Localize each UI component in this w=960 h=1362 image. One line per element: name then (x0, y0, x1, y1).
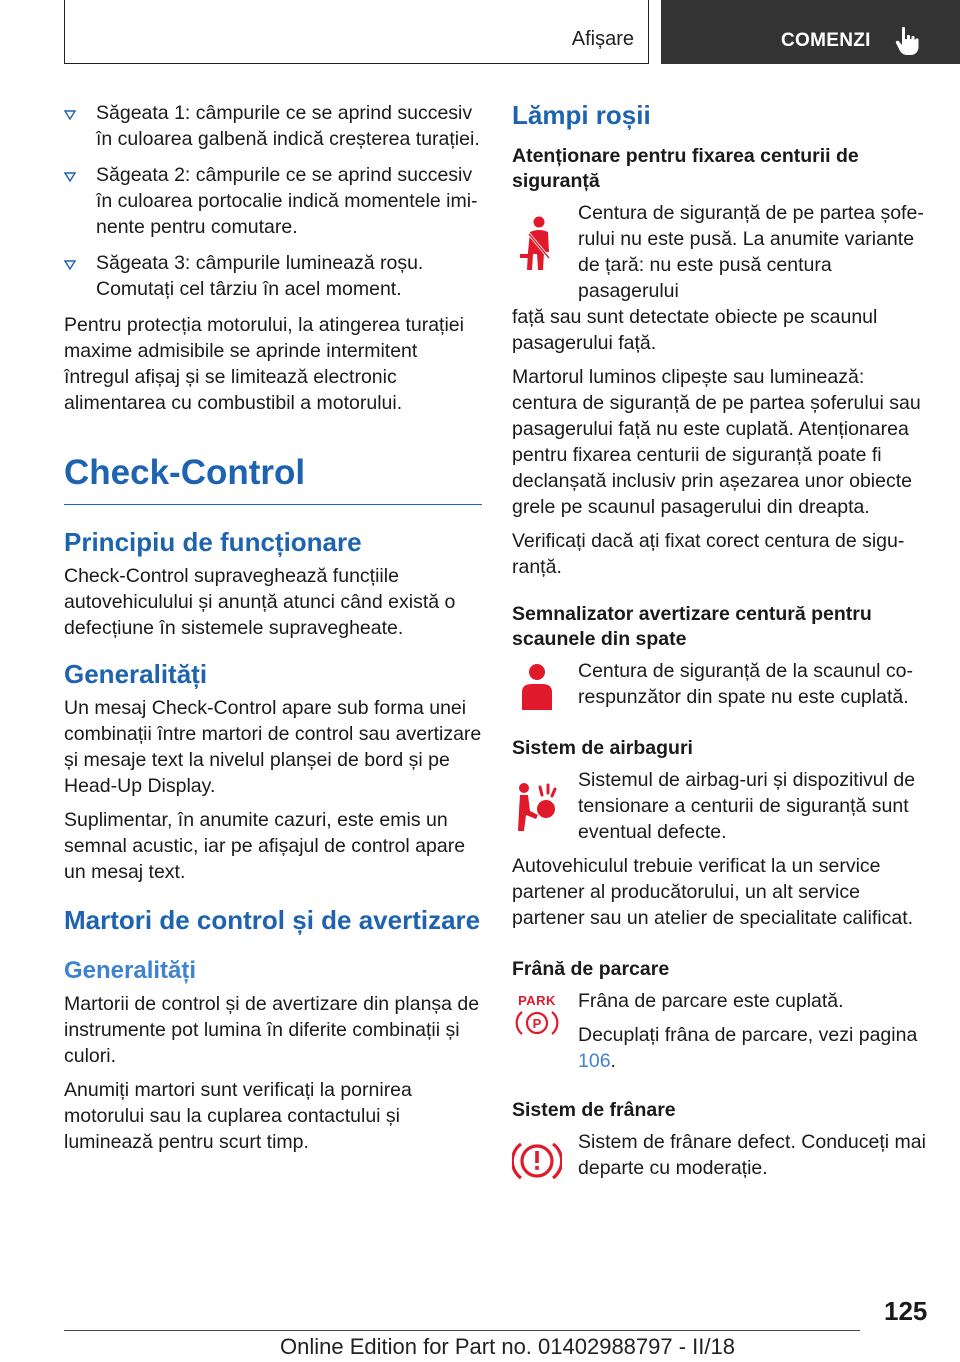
bullet-text: Săgeata 1: câmpurile ce se aprind succesiv în culoarea galbenă indică creșterea turației. (96, 102, 480, 150)
paragraph: Frâna de parcare este cuplată. (578, 990, 844, 1012)
list-item (64, 250, 482, 302)
paragraph: Verificați dacă ați fixat corect centura de siguranță. (512, 530, 905, 578)
chapter-tab (661, 0, 960, 64)
paragraph: Un mesaj Check-Control apare sub forma unei combinații între martori de control sau avertizare și mesaje text la nivelul planșei de bord și pe Head-Up Display. (64, 697, 482, 797)
section-heading: Principiu de funcționare (64, 527, 362, 557)
subsection-heading: Generalități (64, 957, 197, 984)
text-span: . (610, 1050, 616, 1072)
paragraph: Check-Control supraveghează funcțiile autovehiculului și anunță atunci când există o defecțiune în sistemele supravegheate. (64, 565, 456, 639)
airbag-warning-icon (512, 781, 562, 835)
brake-warning-icon (512, 1139, 562, 1183)
parking-p-icon (512, 1008, 562, 1038)
section-heading: Generalități (64, 659, 208, 689)
warning-item-parking-brake (512, 988, 928, 1074)
triangle-bullet-icon (64, 110, 76, 120)
parking-brake-icon (512, 994, 562, 1045)
triangle-bullet-icon (64, 172, 76, 182)
paragraph: Suplimentar, în anumite cazuri, este emis un semnal acustic, iar pe afișajul de control apare un mesaj text. (64, 809, 466, 883)
chapter-heading-block (64, 452, 482, 505)
text-span: Decuplați frâna de parcare, vezi pagina (578, 1024, 918, 1046)
svg-text:P: P (532, 1016, 542, 1031)
paragraph: Centura de siguranță de la scaunul corespunzător din spate nu este cuplată. (578, 660, 913, 708)
paragraph: Martorii de control și de avertizare din planșa de instrumente pot lumina în diferite combinații și culori. (64, 993, 480, 1067)
page-link[interactable]: 106 (578, 1050, 611, 1072)
bullet-text: Săgeata 2: câmpurile ce se aprind succesiv în culoarea portocalie indică momentele iminente pentru comutare. (96, 164, 478, 238)
triangle-bullet-icon (64, 260, 76, 270)
paragraph: față sau sunt detectate obiecte pe scaunul pasagerului față. (512, 306, 878, 354)
park-label: PARK (518, 993, 556, 1008)
bullet-text: Săgeata 3: câmpurile luminează roșu. Comutați cel târziu în acel moment. (96, 252, 424, 300)
item-heading: Sistem de airbaguri (512, 737, 693, 759)
item-heading: Frână de parcare (512, 958, 670, 980)
warning-item-brake (512, 1129, 928, 1181)
section-tab-label: Afișare (571, 28, 634, 50)
section-heading: Martori de control și de avertizare (64, 905, 481, 935)
rear-seatbelt-icon (512, 662, 562, 716)
paragraph: Autovehiculul trebuie verificat la un service partener al producătorului, un alt service partener sau un atelier de specialitate calificat. (512, 855, 914, 929)
right-column (512, 100, 928, 1189)
left-column (64, 100, 482, 1163)
edition-note: Online Edition for Part no. 01402988797 - II/18 (280, 1334, 735, 1359)
item-heading: Semnalizator avertizare centură pentru scaunele din spate (512, 603, 872, 650)
warning-item-seatbelt (512, 200, 928, 304)
seatbelt-warning-icon (512, 214, 562, 274)
chapter-tab-label: COMENZI (781, 30, 871, 51)
item-heading: Atenționare pentru fixarea centurii de siguranță (512, 145, 859, 192)
section-tab (64, 0, 649, 64)
chapter-title: Check-Control (64, 453, 306, 492)
paragraph: Sistemul de airbag-uri și dispozitivul de tensionare a centurii de siguranță sunt eventual defecte. (578, 769, 916, 843)
list-item (64, 100, 482, 152)
paragraph: Centura de siguranță de pe partea șoferului nu este pusă. La anumite variante de țară: nu este pusă centura pasagerului (578, 202, 924, 302)
paragraph (578, 1022, 928, 1074)
section-heading: Lămpi roșii (512, 100, 651, 130)
hand-pointer-icon (895, 26, 921, 56)
item-heading: Sistem de frânare (512, 1099, 676, 1121)
list-item (64, 162, 482, 240)
paragraph: Anumiți martori sunt verificați la pornirea motorului sau la cuplarea contactului și luminează pentru scurt timp. (64, 1079, 412, 1153)
footer-divider (64, 1330, 860, 1331)
paragraph: Martorul luminos clipește sau luminează: centura de siguranță de pe partea șoferului sau pasagerului față nu este cuplată. Atenționarea pentru fixarea centurii de siguranță poate fi declanșată inclusiv prin așezarea unor obiecte grele pe scaunul pasagerului din dreapta. (512, 366, 921, 518)
paragraph: Sistem de frânare defect. Conduceți mai departe cu moderație. (578, 1131, 926, 1179)
page-number: 125 (884, 1296, 928, 1326)
warning-item-airbag (512, 767, 928, 845)
warning-item-rear-belt (512, 658, 928, 718)
paragraph: Pentru protecția motorului, la atingerea turației maxime admisibile se aprinde intermitent întregul afișaj și se limitează electronic alimentarea cu combustibil a motorului. (64, 314, 464, 414)
